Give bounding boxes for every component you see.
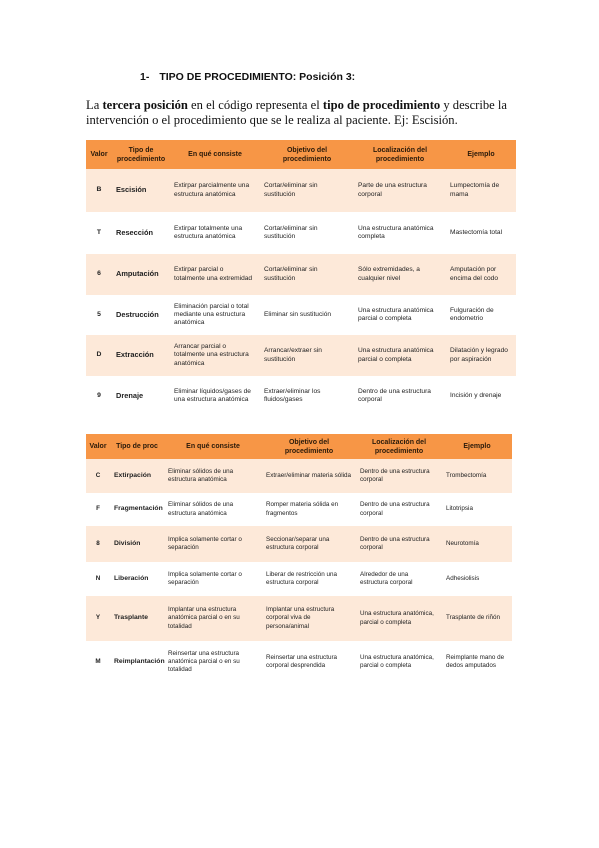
table-cell: Cortar/eliminar sin sustitución (260, 212, 354, 254)
table-row (86, 641, 512, 683)
column-header: Localización del procedimiento (356, 434, 442, 459)
table-row (86, 526, 512, 562)
procedure-name-cell: Trasplante (110, 596, 164, 641)
column-header: Objetivo del procedimiento (262, 434, 356, 459)
table-cell: Reimplante mano de dedos amputados (442, 641, 512, 683)
table-cell: Implica solamente cortar o separación (164, 526, 262, 562)
value-cell: B (86, 169, 112, 212)
procedure-name-cell: Fragmentación (110, 493, 164, 526)
column-header: En qué consiste (170, 140, 260, 169)
table-cell: Cortar/eliminar sin sustitución (260, 254, 354, 295)
procedure-name-cell: División (110, 526, 164, 562)
table-cell: Romper materia sólida en fragmentos (262, 493, 356, 526)
column-header: Ejemplo (442, 434, 512, 459)
table-row (86, 335, 516, 376)
intro-text-2: en el código representa el (187, 98, 323, 112)
value-cell: 5 (86, 295, 112, 335)
procedure-name-cell: Extracción (112, 335, 170, 376)
table-cell: Implantar una estructura anatómica parcial o en su totalidad (164, 596, 262, 641)
table-cell: Alrededor de una estructura corporal (356, 562, 442, 596)
table-cell: Reinsertar una estructura corporal desprendida (262, 641, 356, 683)
column-header: Localización del procedimiento (354, 140, 446, 169)
table-row (86, 212, 516, 254)
table-row (86, 376, 516, 416)
table-cell: Eliminar líquidos/gases de una estructura anatómica (170, 376, 260, 416)
table-cell: Mastectomía total (446, 212, 516, 254)
value-cell: 9 (86, 376, 112, 416)
table-cell: Dentro de una estructura corporal (354, 376, 446, 416)
table-cell: Extirpar totalmente una estructura anatómica (170, 212, 260, 254)
table-cell: Dentro de una estructura corporal (356, 459, 442, 493)
table-cell: Una estructura anatómica completa (354, 212, 446, 254)
table-row (86, 459, 512, 493)
table-cell: Eliminar sin sustitución (260, 295, 354, 335)
table-cell: Amputación por encima del codo (446, 254, 516, 295)
table-row (86, 295, 516, 335)
table-row (86, 169, 516, 212)
table-cell: Dentro de una estructura corporal (356, 526, 442, 562)
procedure-name-cell: Liberación (110, 562, 164, 596)
procedure-name-cell: Amputación (112, 254, 170, 295)
column-header: Objetivo del procedimiento (260, 140, 354, 169)
table-row (86, 254, 516, 295)
table-cell: Extirpar parcial o totalmente una extremidad (170, 254, 260, 295)
value-cell: 6 (86, 254, 112, 295)
table-cell: Parte de una estructura corporal (354, 169, 446, 212)
table-cell: Trombectomía (442, 459, 512, 493)
intro-text-1: La (86, 98, 103, 112)
table-cell: Extraer/eliminar los fluidos/gases (260, 376, 354, 416)
table-cell: Extirpar parcialmente una estructura anatómica (170, 169, 260, 212)
table-cell: Una estructura anatómica parcial o completa (354, 295, 446, 335)
value-cell: N (86, 562, 110, 596)
table-cell: Arrancar parcial o totalmente una estructura anatómica (170, 335, 260, 376)
table-cell: Cortar/eliminar sin sustitución (260, 169, 354, 212)
value-cell: C (86, 459, 110, 493)
column-header: Tipo de proc (110, 434, 164, 459)
table-cell: Implica solamente cortar o separación (164, 562, 262, 596)
table-cell: Adhesiolisis (442, 562, 512, 596)
procedure-table-1 (86, 140, 516, 416)
column-header: Valor (86, 434, 110, 459)
table-cell: Una estructura anatómica, parcial o completa (356, 641, 442, 683)
value-cell: F (86, 493, 110, 526)
table-header-row (86, 434, 512, 459)
procedure-name-cell: Extirpación (110, 459, 164, 493)
column-header: En qué consiste (164, 434, 262, 459)
table-header-row (86, 140, 516, 169)
intro-bold-1: tercera posición (102, 98, 188, 112)
table-cell: Reinsertar una estructura anatómica parcial o en su totalidad (164, 641, 262, 683)
table-cell: Incisión y drenaje (446, 376, 516, 416)
column-header: Valor (86, 140, 112, 169)
section-number: 1- (140, 71, 150, 83)
table-cell: Seccionar/separar una estructura corporal (262, 526, 356, 562)
value-cell: M (86, 641, 110, 683)
table-row (86, 596, 512, 641)
procedure-table-2 (86, 434, 512, 683)
table-cell: Una estructura anatómica, parcial o completa (356, 596, 442, 641)
procedure-name-cell: Reimplantación (110, 641, 164, 683)
value-cell: D (86, 335, 112, 376)
table-cell: Arrancar/extraer sin sustitución (260, 335, 354, 376)
value-cell: T (86, 212, 112, 254)
table-cell: Implantar una estructura corporal viva de persona/animal (262, 596, 356, 641)
procedure-name-cell: Escisión (112, 169, 170, 212)
table-cell: Una estructura anatómica parcial o completa (354, 335, 446, 376)
table-cell: Dilatación y legrado por aspiración (446, 335, 516, 376)
procedure-name-cell: Drenaje (112, 376, 170, 416)
table-cell: Eliminar sólidos de una estructura anatómica (164, 493, 262, 526)
column-header: Tipo de procedimiento (112, 140, 170, 169)
column-header: Ejemplo (446, 140, 516, 169)
table-cell: Sólo extremidades, a cualquier nivel (354, 254, 446, 295)
value-cell: 8 (86, 526, 110, 562)
procedure-name-cell: Destrucción (112, 295, 170, 335)
table-row (86, 493, 512, 526)
table-cell: Fulguración de endometrio (446, 295, 516, 335)
table-cell: Liberar de restricción una estructura corporal (262, 562, 356, 596)
table-cell: Extraer/eliminar materia sólida (262, 459, 356, 493)
table-cell: Lumpectomía de mama (446, 169, 516, 212)
section-heading (140, 71, 355, 83)
intro-bold-2: tipo de procedimiento (322, 98, 441, 112)
table-cell: Eliminación parcial o total mediante una estructura anatómica (170, 295, 260, 335)
table-cell: Trasplante de riñón (442, 596, 512, 641)
procedure-name-cell: Resección (112, 212, 170, 254)
intro-text-3: y describe la intervención o el procedimiento que se le realiza al paciente. Ej: Escisión. (86, 98, 507, 127)
table-cell: Eliminar sólidos de una estructura anatómica (164, 459, 262, 493)
value-cell: Y (86, 596, 110, 641)
section-title: TIPO DE PROCEDIMIENTO: Posición 3: (159, 71, 356, 83)
table-row (86, 562, 512, 596)
table-cell: Litotripsia (442, 493, 512, 526)
intro-paragraph (86, 98, 516, 128)
table-cell: Neurotomía (442, 526, 512, 562)
table-cell: Dentro de una estructura corporal (356, 493, 442, 526)
